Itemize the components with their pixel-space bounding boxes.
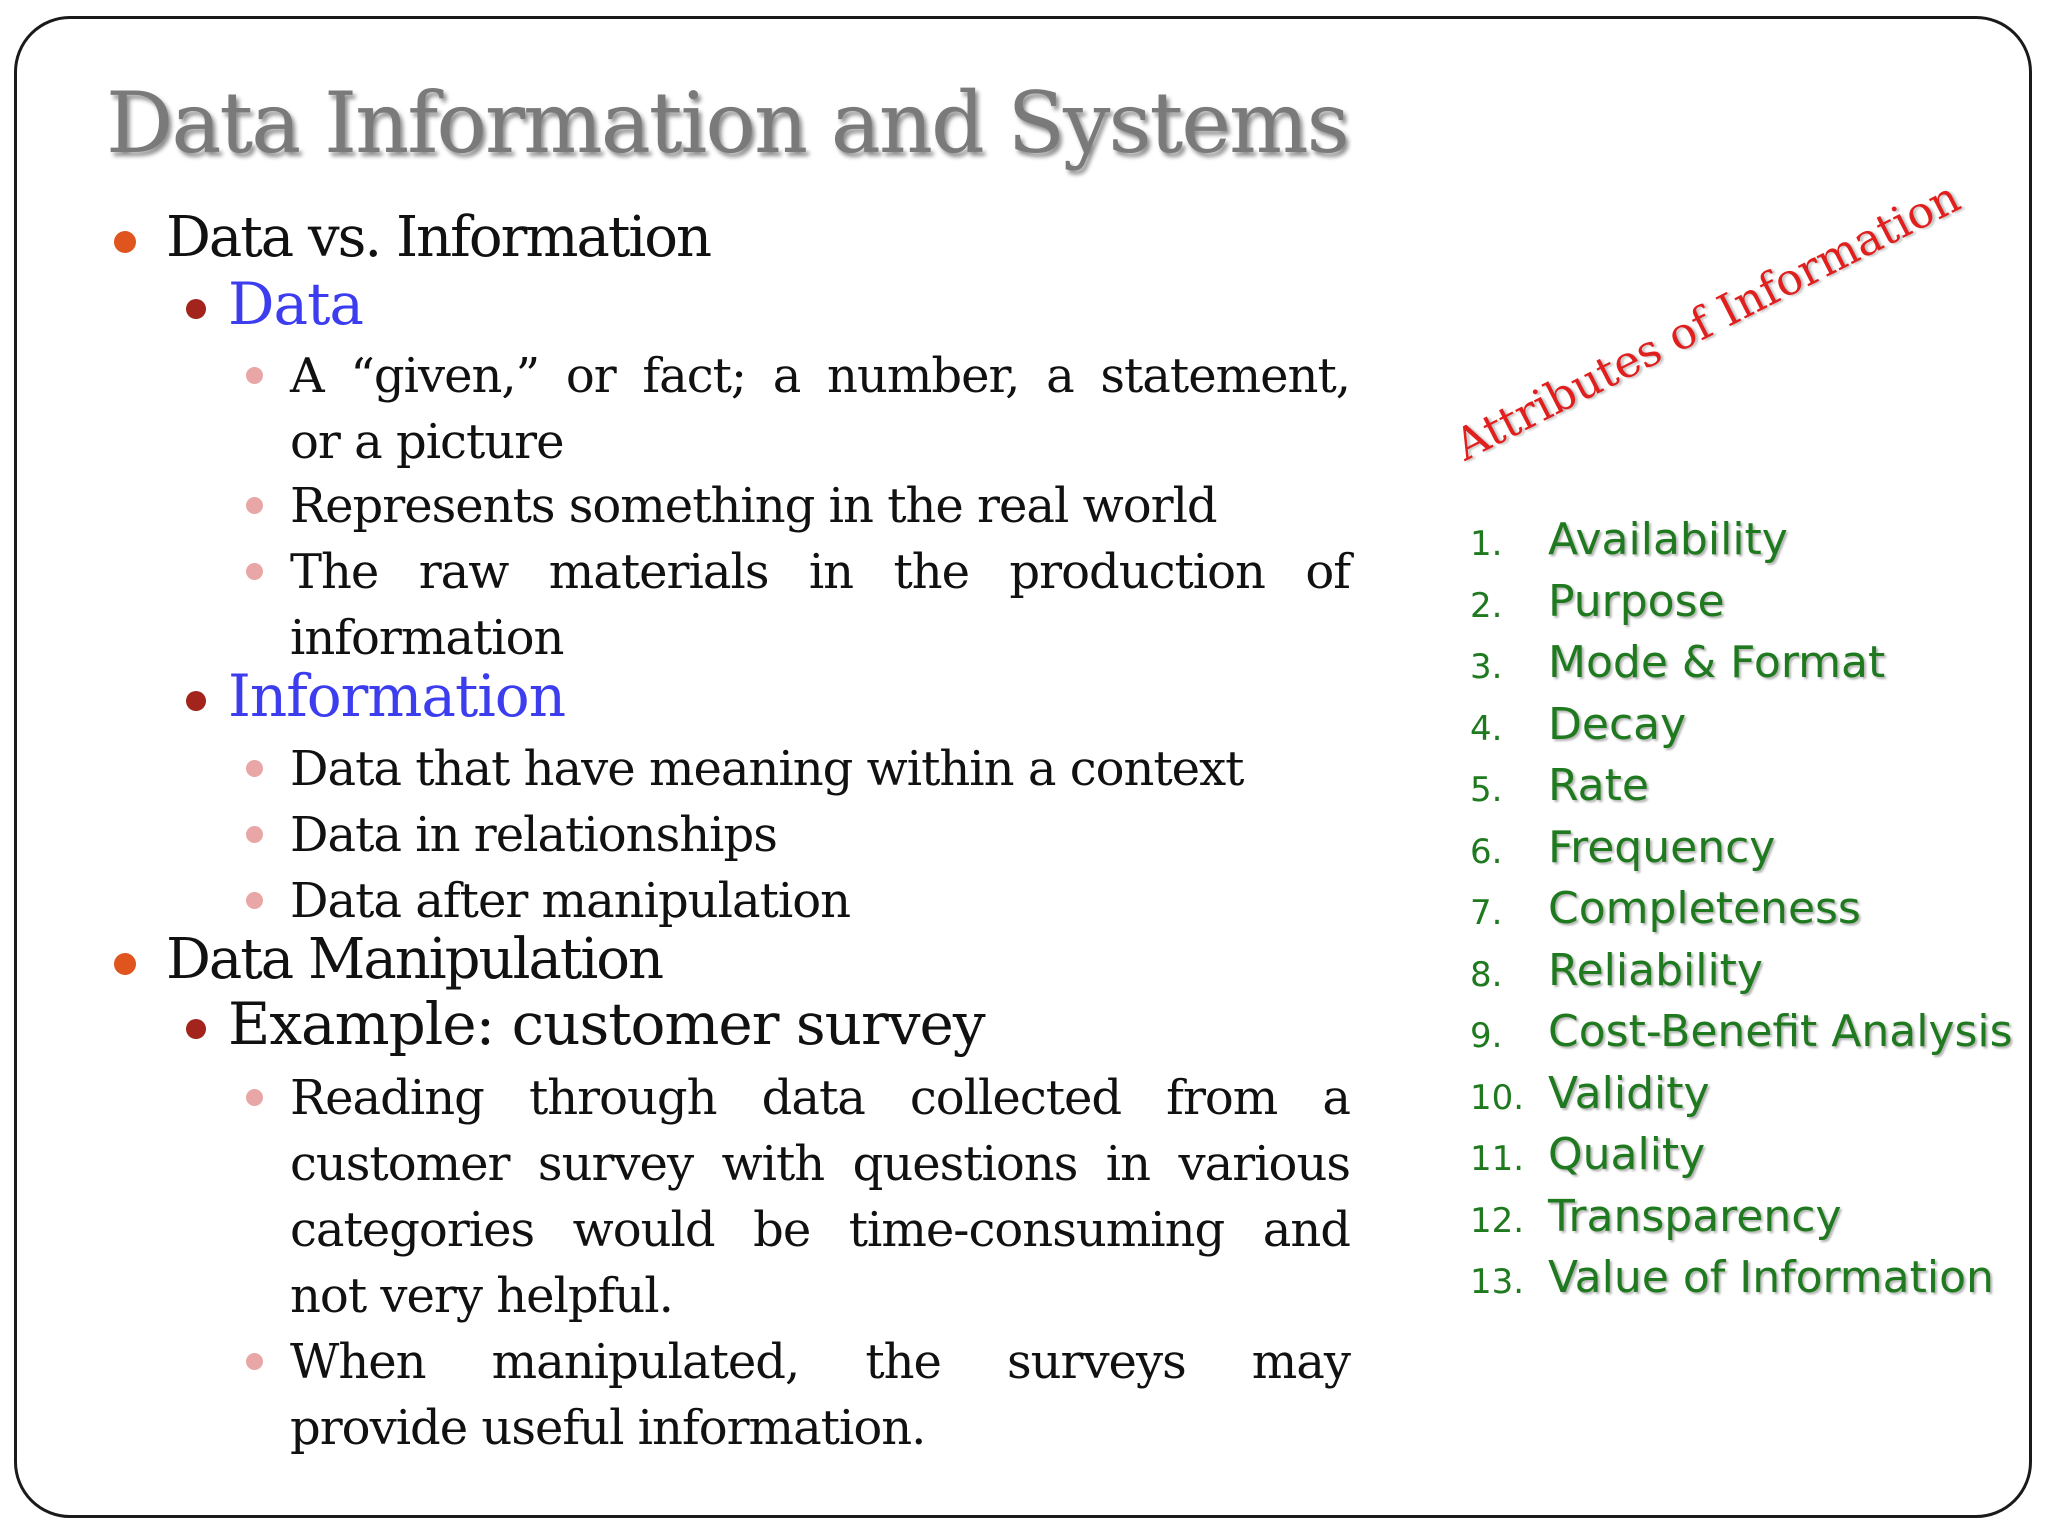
- attribute-number: 5.: [1470, 770, 1503, 810]
- bullet-marker-level3: [246, 1089, 263, 1106]
- attribute-label: Rate: [1548, 760, 1649, 811]
- attribute-label: Validity: [1548, 1067, 1710, 1119]
- attribute-number: 8.: [1470, 954, 1503, 995]
- bullet-marker-level3: [246, 563, 263, 580]
- information-point-line: Data in relationships: [290, 807, 777, 863]
- example-point-line: not very helpful.: [290, 1268, 673, 1324]
- data-point-line: The raw materials in the production of: [290, 544, 1350, 600]
- attribute-label: Value of Information: [1548, 1252, 1994, 1303]
- data-point-line: or a picture: [290, 414, 564, 470]
- bullet-data-heading: Data: [228, 270, 363, 338]
- attribute-number: 3.: [1470, 647, 1503, 687]
- bullet-marker-level2: [186, 1019, 206, 1039]
- attribute-number: 10.: [1470, 1077, 1525, 1118]
- attribute-label: Frequency: [1548, 821, 1776, 873]
- attribute-number: 12.: [1470, 1200, 1525, 1241]
- example-point-line: When manipulated, the surveys may: [290, 1334, 1350, 1390]
- bullet-marker-level2: [186, 299, 206, 319]
- example-point-line: categories would be time-consuming and: [290, 1202, 1350, 1258]
- attribute-number: 11.: [1470, 1139, 1525, 1179]
- attribute-number: 13.: [1470, 1262, 1525, 1302]
- bullet-marker-level1: [114, 953, 136, 975]
- bullet-data-manipulation: Data Manipulation: [166, 927, 663, 992]
- bullet-marker-level1: [114, 231, 136, 253]
- attribute-label: Decay: [1548, 698, 1687, 750]
- bullet-marker-level3: [246, 1353, 263, 1370]
- attribute-label: Quality: [1548, 1129, 1706, 1180]
- attribute-number: 1.: [1470, 524, 1503, 564]
- bullet-example-heading: Example: customer survey: [228, 990, 985, 1058]
- attribute-number: 6.: [1470, 831, 1503, 872]
- attribute-number: 7.: [1470, 893, 1503, 933]
- slide-title: Data Information and Systems: [106, 74, 1348, 172]
- information-point-line: Data that have meaning within a context: [290, 741, 1244, 797]
- attribute-number: 9.: [1470, 1016, 1503, 1056]
- bullet-data-vs-information: Data vs. Information: [166, 205, 711, 270]
- bullet-marker-level2: [186, 691, 206, 711]
- attribute-label: Purpose: [1548, 575, 1725, 627]
- attribute-number: 4.: [1470, 708, 1503, 749]
- attribute-number: 2.: [1470, 585, 1503, 626]
- data-point-line: A “given,” or fact; a number, a statement,: [290, 348, 1350, 404]
- information-point-line: Data after manipulation: [290, 873, 851, 929]
- bullet-marker-level3: [246, 497, 263, 514]
- bullet-marker-level3: [246, 826, 263, 843]
- data-point-line: information: [290, 610, 564, 666]
- attribute-label: Availability: [1548, 514, 1788, 565]
- bullet-marker-level3: [246, 892, 263, 909]
- example-point-line: provide useful information.: [290, 1400, 926, 1456]
- example-point-line: customer survey with questions in various: [290, 1136, 1350, 1192]
- attribute-label: Cost-Benefit Analysis: [1548, 1006, 2013, 1057]
- attribute-label: Mode & Format: [1548, 637, 1886, 688]
- attribute-label: Completeness: [1548, 883, 1861, 934]
- example-point-line: Reading through data collected from a: [290, 1070, 1350, 1126]
- bullet-information-heading: Information: [228, 662, 566, 730]
- attributes-title: Attributes of Information: [1446, 171, 1969, 471]
- data-point-line: Represents something in the real world: [290, 478, 1217, 534]
- bullet-marker-level3: [246, 760, 263, 777]
- attribute-label: Transparency: [1548, 1190, 1842, 1242]
- attribute-label: Reliability: [1548, 944, 1763, 996]
- bullet-marker-level3: [246, 367, 263, 384]
